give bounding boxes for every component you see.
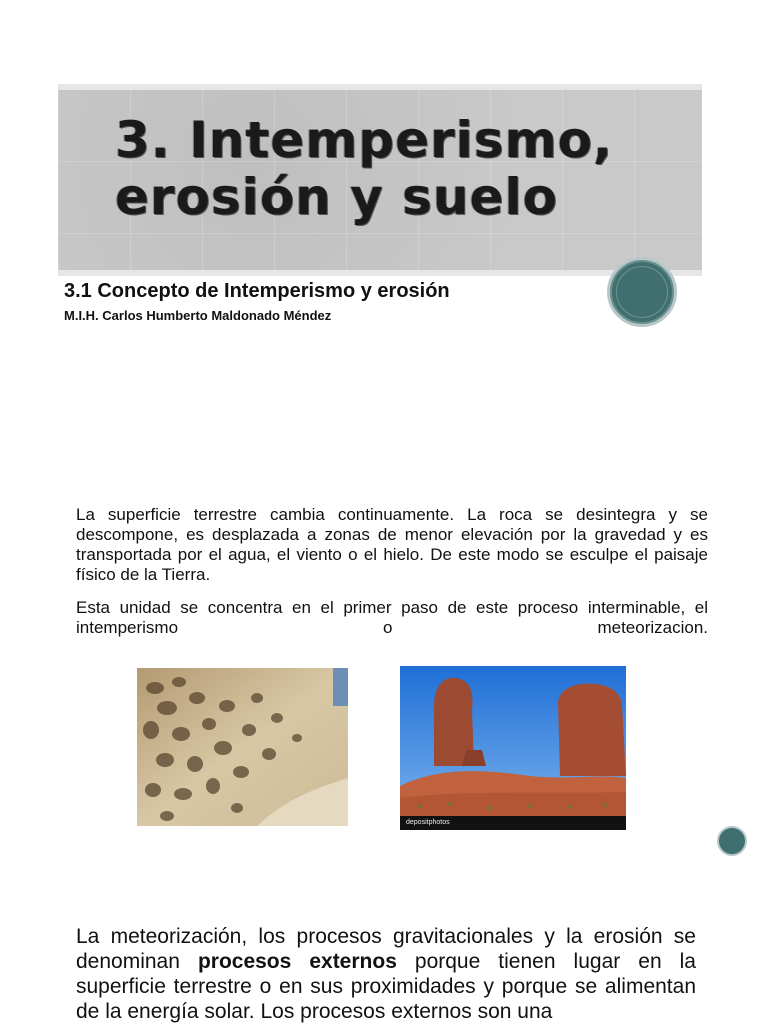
paragraph-1: La superficie terrestre cambia continuamente. La roca se desintegra y se descompone, es desplazada a zonas de menor elevación por la gravedad y es transportada por el agua, el viento o el hielo. De este modo se esculpe el paisaje físico de la Tierra. (76, 505, 708, 584)
desert-scene (400, 666, 626, 830)
paragraph-2: Esta unidad se concentra en el primer paso de este proceso interminable, el intemperismo o meteorizacion. (76, 598, 708, 637)
title-line-1: 3. Intemperismo, (115, 111, 614, 169)
title-line-2: erosión y suelo (115, 168, 558, 226)
slide-title (115, 112, 685, 226)
paragraph-3-end: porque tienen lugar en la superficie terrestre o en sus proximidades y porque se alimentan de la energía solar. Los procesos externos son una (76, 950, 696, 1023)
paragraph-3 (76, 924, 696, 1024)
paragraph-3-bold: procesos externos (197, 950, 397, 973)
desert-buttes-image (400, 666, 626, 830)
honeycomb-rock-image (137, 668, 348, 826)
decorative-circle-icon (607, 257, 677, 327)
title-slide (0, 0, 768, 462)
paragraph-3-start: La meteorización, los procesos gravitacionales y la erosión se denominan (76, 925, 696, 973)
slide-subtitle: 3.1 Concepto de Intemperismo y erosión (64, 280, 450, 302)
decorative-circle-small-icon (717, 826, 747, 856)
rock-texture (137, 668, 348, 826)
image-watermark-caption: depositphotos (400, 816, 626, 830)
author-name: M.I.H. Carlos Humberto Maldonado Méndez (64, 308, 332, 323)
